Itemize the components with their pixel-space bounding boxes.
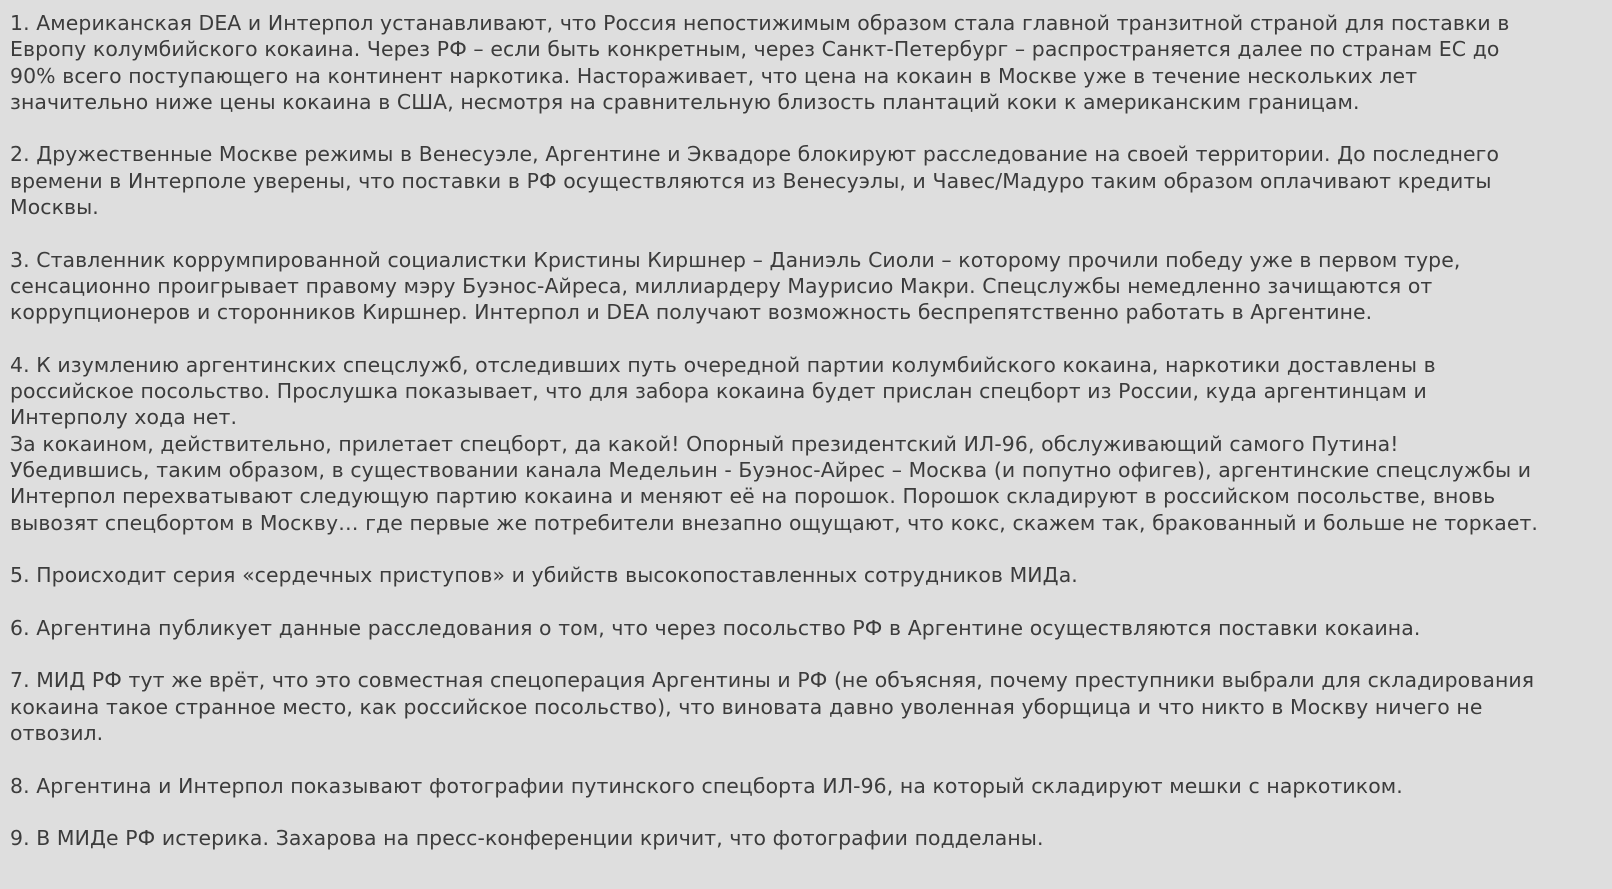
text-line: Убедившись, таким образом, в существовании канала Медельин - Буэнос-Айрес – Москва (и попутно офигев), аргентинские спецслужбы и: [10, 458, 1532, 483]
text-line: коррупционеров и сторонников Киршнер. Интерпол и DEA получают возможность беспрепятственно работать в Аргентине.: [10, 300, 1373, 325]
paragraph-8: [10, 773, 1600, 799]
text-line: 6. Аргентина публикует данные расследования о том, что через посольство РФ в Аргентине осуществляются поставки кокаина.: [10, 615, 1421, 640]
text-line: вывозят спецбортом в Москву… где первые же потребители внезапно ощущают, что кокс, скажем так, бракованный и больше не торкает.: [10, 510, 1539, 535]
paragraph-3: [10, 247, 1600, 326]
text-line: отвозил.: [10, 721, 104, 746]
paragraph-1: [10, 10, 1600, 115]
text-line: времени в Интерполе уверены, что поставки в РФ осуществляются из Венесуэлы, и Чавес/Мадуро таким образом оплачивают кредиты: [10, 168, 1492, 193]
text-line: За кокаином, действительно, прилетает спецборт, да какой! Опорный президентский ИЛ-96, обслуживающий самого Путина!: [10, 431, 1399, 456]
paragraph-4: [10, 352, 1600, 536]
text-line: 5. Происходит серия «сердечных приступов» и убийств высокопоставленных сотрудников МИДа.: [10, 563, 1078, 588]
text-line: значительно ниже цены кокаина в США, несмотря на сравнительную близость плантаций коки к американским границам.: [10, 89, 1360, 114]
text-line: кокаина такое странное место, как российское посольство), что виновата давно уволенная уборщица и что никто в Москву ничего не: [10, 694, 1483, 719]
paragraph-6: [10, 615, 1600, 641]
text-line: 9. В МИДе РФ истерика. Захарова на пресс-конференции кричит, что фотографии подделаны.: [10, 826, 1044, 851]
text-line: 8. Аргентина и Интерпол показывают фотографии путинского спецборта ИЛ-96, на который складируют мешки с наркотиком.: [10, 773, 1403, 798]
text-line: Европу колумбийского кокаина. Через РФ – если быть конкретным, через Санкт-Петербург – распространяется далее по странам ЕС до: [10, 37, 1500, 62]
text-line: 4. К изумлению аргентинских спецслужб, отследивших путь очередной партии колумбийского кокаина, наркотики доставлены в: [10, 352, 1436, 377]
text-line: Интерпол перехватывают следующую партию кокаина и меняют её на порошок. Порошок складируют в российском посольстве, вновь: [10, 484, 1496, 509]
text-line: российское посольство. Прослушка показывает, что для забора кокаина будет прислан спецборт из России, куда аргентинцам и: [10, 379, 1427, 404]
text-line: 7. МИД РФ тут же врёт, что это совместная спецоперация Аргентины и РФ (не объясняя, почему преступники выбрали для складирования: [10, 668, 1535, 693]
text-line: Интерполу хода нет.: [10, 405, 238, 430]
paragraph-9: [10, 825, 1600, 851]
text-line: Москвы.: [10, 195, 99, 220]
paragraph-5: [10, 562, 1600, 588]
paragraph-2: [10, 141, 1600, 220]
text-line: 3. Ставленник коррумпированной социалистки Кристины Киршнер – Даниэль Сиоли – которому прочили победу уже в первом туре,: [10, 247, 1461, 272]
text-line: сенсационно проигрывает правому мэру Буэнос-Айреса, миллиардеру Маурисио Макри. Спецслужбы немедленно зачищаются от: [10, 273, 1433, 298]
text-line: 90% всего поступающего на континент наркотика. Настораживает, что цена на кокаин в Москве уже в течение нескольких лет: [10, 63, 1418, 88]
paragraph-7: [10, 667, 1600, 746]
text-line: 2. Дружественные Москве режимы в Венесуэле, Аргентине и Эквадоре блокируют расследование на своей территории. До последнего: [10, 142, 1500, 167]
text-line: 1. Американская DEA и Интерпол устанавливают, что Россия непостижимым образом стала главной транзитной страной для поставки в: [10, 11, 1510, 35]
